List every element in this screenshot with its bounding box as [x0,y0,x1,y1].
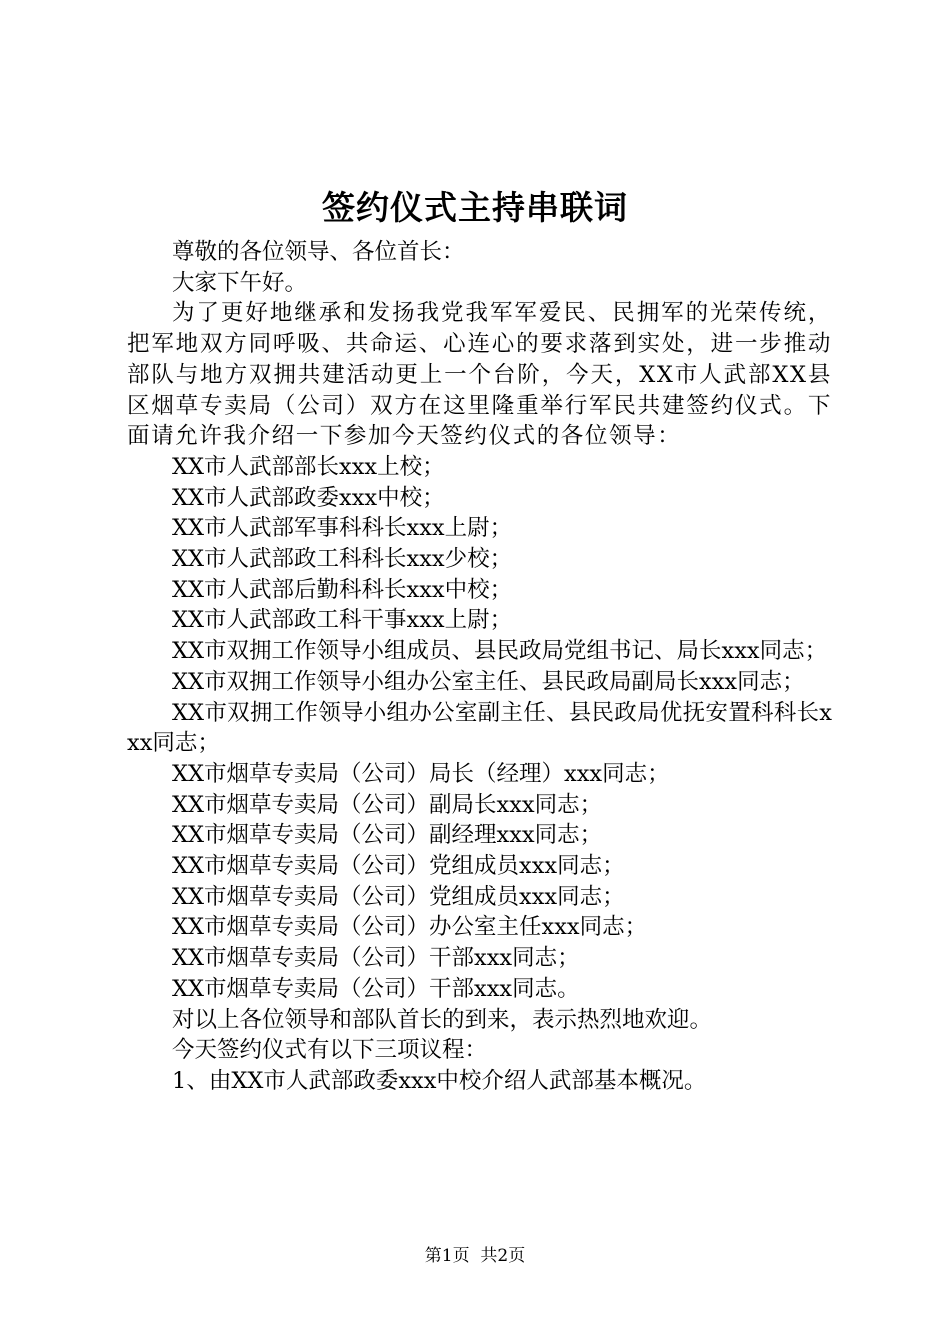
list-item: XX市人武部部长xxx上校； [172,453,445,480]
list-item: XX市双拥工作领导小组办公室副主任、县民政局优抚安置科科长xxx同志； [127,699,832,757]
list-item: XX市烟草专卖局（公司）党组成员xxx同志； [172,853,625,880]
paragraph-welcome: 对以上各位领导和部队首长的到来，表示热烈地欢迎。 [172,1006,713,1033]
list-item: XX市双拥工作领导小组办公室主任、县民政局副局长xxx同志； [172,668,805,695]
paragraph-salutation: 尊敬的各位领导、各位首长： [172,239,465,265]
list-item: XX市烟草专卖局（公司）干部xxx同志； [172,945,580,972]
list-item: XX市双拥工作领导小组成员、县民政局党组书记、局长xxx同志； [172,638,828,665]
list-item: XX市烟草专卖局（公司）干部xxx同志。 [172,975,580,1002]
list-item: XX市烟草专卖局（公司）副局长xxx同志； [172,791,603,818]
list-item: XX市烟草专卖局（公司）局长（经理）xxx同志； [172,760,670,787]
list-item: XX市人武部政委xxx中校； [172,484,445,511]
list-item: XX市烟草专卖局（公司）党组成员xxx同志； [172,883,625,910]
document-title: 签约仪式主持串联词 [322,188,628,227]
list-item: XX市烟草专卖局（公司）办公室主任xxx同志； [172,914,648,941]
list-item: XX市人武部后勤科科长xxx中校； [172,576,513,603]
list-item: XX市人武部政工科科长xxx少校； [172,546,513,573]
page-number: 第1页 共2页 [424,1246,526,1266]
paragraph-introduction: 为了更好地继承和发扬我党我军军爱民、民拥军的光荣传统，把军地双方同呼吸、共命运、心连心的要求落到实处，进一步推动部队与地方双拥共建活动更上一个台阶，今天，XX市人武部XX县区烟草专卖局（公司）双方在这里隆重举行军民共建签约仪式。下面请允许我介绍一下参加今天签约仪式的各位领导： [127,300,832,450]
document-body [127,237,832,1097]
paragraph-greeting: 大家下午好。 [172,269,308,296]
paragraph-agenda-intro: 今天签约仪式有以下三项议程： [172,1037,488,1064]
list-item: XX市烟草专卖局（公司）副经理xxx同志； [172,822,603,849]
page-footer [0,1244,950,1268]
list-item: XX市人武部政工科干事xxx上尉； [172,607,513,634]
agenda-item: 1、由XX市人武部政委xxx中校介绍人武部基本概况。 [172,1067,707,1094]
list-item: XX市人武部军事科科长xxx上尉； [172,515,513,542]
